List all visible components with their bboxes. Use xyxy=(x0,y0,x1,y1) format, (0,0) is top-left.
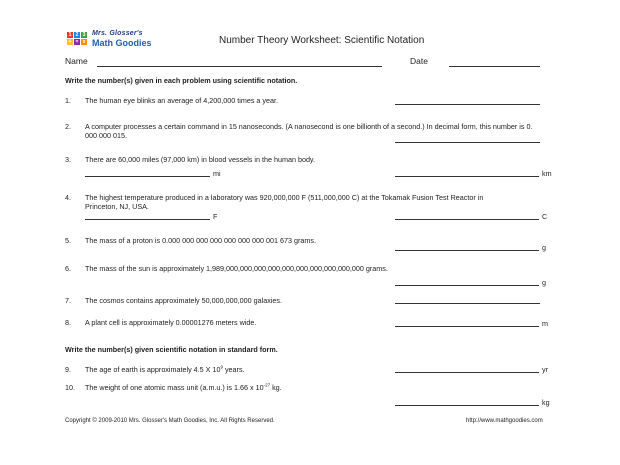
logo-top-text: Mrs. Glosser's xyxy=(92,30,143,37)
q10-answer-line[interactable] xyxy=(395,405,539,406)
q10-text-a: The weight of one atomic mass unit (a.m.u.) is 1.66 x 10 xyxy=(85,383,264,392)
q2-number: 2. xyxy=(65,122,71,131)
date-label: Date xyxy=(410,56,428,66)
q9-number: 9. xyxy=(65,365,71,374)
q8-text: A plant cell is approximately 0.00001276 meters wide. xyxy=(85,318,257,327)
q5-answer-line[interactable] xyxy=(395,250,539,251)
q3-answer-line-a[interactable] xyxy=(85,176,210,177)
q8-number: 8. xyxy=(65,318,71,327)
q4-number: 4. xyxy=(65,193,71,202)
section1-instruction: Write the number(s) given in each problem using scientific notation. xyxy=(65,76,298,85)
q9-exponent: 9 xyxy=(220,364,223,370)
q10-unit: kg xyxy=(542,398,550,407)
q5-text: The mass of a proton is 0.000 000 000 000 000 000 000 001 673 grams. xyxy=(85,236,316,245)
footer-url[interactable]: http://www.mathgoodies.com xyxy=(466,418,543,424)
q4-text: The highest temperature produced in a laboratory was 920,000,000 F (511,000,000 C) at the Tokamak Fusion Test Reactor in Princeton, NJ, USA. xyxy=(85,193,484,211)
q3-unit-a: mi xyxy=(213,169,221,178)
q6-unit: g xyxy=(542,278,546,287)
q6-answer-line[interactable] xyxy=(395,285,539,286)
q4-answer-line-a[interactable] xyxy=(85,219,210,220)
q1-number: 1. xyxy=(65,96,71,105)
q6-text: The mass of the sun is approximately 1,989,000,000,000,000,000,000,000,000,000,000 grams. xyxy=(85,264,388,273)
q10-number: 10. xyxy=(65,383,75,392)
footer-copyright: Copyright © 2009-2010 Mrs. Glosser's Math Goodies, Inc. All Rights Reserved. xyxy=(65,418,275,424)
q5-number: 5. xyxy=(65,236,71,245)
q3-number: 3. xyxy=(65,155,71,164)
name-label: Name xyxy=(65,56,88,66)
q1-text: The human eye blinks an average of 4,200,000 times a year. xyxy=(85,96,278,105)
q2-answer-line[interactable] xyxy=(395,142,540,143)
logo-main-text: Math Goodies xyxy=(92,38,152,48)
q3-unit-b: km xyxy=(542,169,552,178)
q3-answer-line-b[interactable] xyxy=(395,176,539,177)
q7-text: The cosmos contains approximately 50,000,000,000 galaxies. xyxy=(85,296,282,305)
q9-answer-line[interactable] xyxy=(395,372,539,373)
q7-number: 7. xyxy=(65,296,71,305)
q8-answer-line[interactable] xyxy=(395,326,539,327)
q9-text xyxy=(85,365,245,374)
q6-number: 6. xyxy=(65,264,71,273)
q10-exponent: -27 xyxy=(263,382,271,388)
q1-answer-line[interactable] xyxy=(395,104,540,105)
date-field[interactable] xyxy=(449,66,540,67)
q4-answer-line-b[interactable] xyxy=(395,219,539,220)
q4-unit-b: C xyxy=(542,212,548,221)
q7-answer-line[interactable] xyxy=(395,303,540,304)
page-title: Number Theory Worksheet: Scientific Notation xyxy=(219,35,425,46)
section2-instruction: Write the number(s) given scientific notation in standard form. xyxy=(65,345,278,354)
q8-unit: m xyxy=(542,319,548,328)
q2-text: A computer processes a certain command in 15 nanoseconds. (A nanosecond is one billionth of a second.) In decimal form, this number is 0. 000 000 015. xyxy=(85,122,533,140)
q9-unit: yr xyxy=(542,365,548,374)
q10-text xyxy=(85,383,282,392)
logo-mark: 1 2 3 + = x xyxy=(68,32,86,45)
q3-text: There are 60,000 miles (97,000 km) in blood vessels in the human body. xyxy=(85,155,315,164)
q9-text-a: The age of earth is approximately 4.5 X 10 xyxy=(85,365,221,374)
q5-unit: g xyxy=(542,243,546,252)
q10-text-b: kg. xyxy=(270,383,282,392)
q9-text-b: years. xyxy=(222,365,245,374)
q4-unit-a: F xyxy=(213,212,218,221)
name-field[interactable] xyxy=(97,66,382,67)
